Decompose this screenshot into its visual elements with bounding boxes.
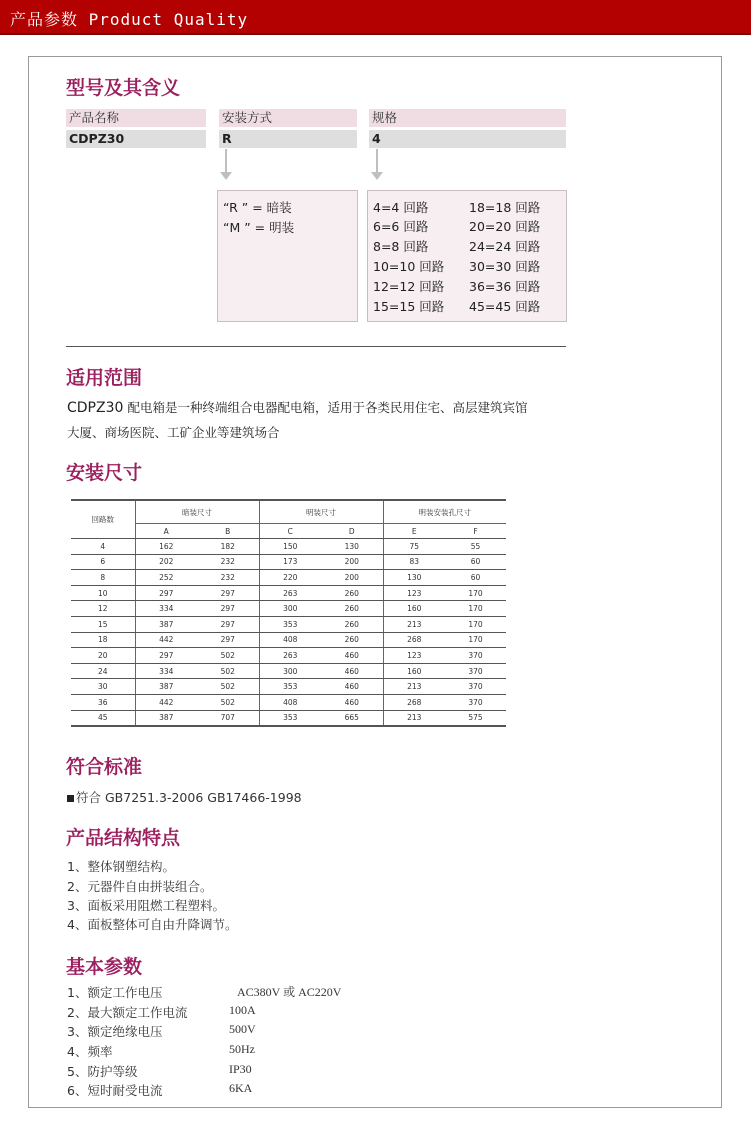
group-header-flush: 暗装尺寸 [135,500,259,524]
table-cell: 575 [445,710,506,726]
page-header-title: 产品参数 Product Quality [10,10,249,29]
table-row [71,632,506,648]
table-cell: 170 [445,616,506,632]
spec-item: 8=8 回路 [373,239,429,254]
spec-options-box [367,190,567,322]
table-cell: 130 [383,570,445,586]
spec-item: 45=45 回路 [469,299,541,314]
col-header-d: D [321,524,383,539]
spec-item: 10=10 回路 [373,259,445,274]
param-label: 5、防护等级 [67,1064,138,1079]
table-cell: 408 [259,694,321,710]
table-cell: 297 [197,632,259,648]
spec-item: 4=4 回路 [373,200,429,215]
square-bullet-icon [67,795,74,802]
spec-item: 24=24 回路 [469,239,541,254]
param-value: AC380V 或 AC220V [237,985,342,999]
table-row [71,539,506,555]
table-cell: 387 [135,710,197,726]
table-cell: 200 [321,554,383,570]
table-cell: 297 [135,585,197,601]
param-value: IP30 [229,1062,252,1076]
table-cell: 60 [445,554,506,570]
model-heading: 型号及其含义 [66,77,181,99]
table-cell: 170 [445,601,506,617]
table-cell: 353 [259,679,321,695]
table-cell: 460 [321,679,383,695]
table-cell: 232 [197,570,259,586]
spec-item: 30=30 回路 [469,259,541,274]
table-cell: 232 [197,554,259,570]
standards-text: 符合 GB7251.3-2006 GB17466-1998 [76,790,302,805]
table-cell: 502 [197,648,259,664]
feature-item: 4、面板整体可自由升降调节。 [67,917,238,932]
table-cell: 123 [383,585,445,601]
table-cell: 334 [135,601,197,617]
table-row [71,570,506,586]
col-header-circuits: 回路数 [71,500,135,539]
table-subheader-row [71,524,506,539]
table-cell: 665 [321,710,383,726]
table-row [71,694,506,710]
spec-item: 15=15 回路 [373,299,445,314]
table-cell: 60 [445,570,506,586]
table-cell: 353 [259,710,321,726]
table-cell: 260 [321,616,383,632]
table-cell: 707 [197,710,259,726]
table-cell: 370 [445,663,506,679]
dimensions-heading: 安装尺寸 [66,462,143,484]
table-cell: 387 [135,616,197,632]
scope-heading: 适用范围 [66,367,143,389]
value-spec: 4 [369,130,566,148]
param-label: 6、短时耐受电流 [67,1083,163,1098]
table-row [71,710,506,726]
col-header-c: C [259,524,321,539]
arrowhead-spec [371,172,383,180]
standards-heading: 符合标准 [66,756,143,778]
table-cell: 83 [383,554,445,570]
table-cell: 263 [259,585,321,601]
spec-item: 18=18 回路 [469,200,541,215]
table-cell: 162 [135,539,197,555]
table-cell: 30 [71,679,135,695]
table-cell: 297 [197,585,259,601]
table-cell: 370 [445,694,506,710]
table-cell: 220 [259,570,321,586]
table-cell: 6 [71,554,135,570]
table-cell: 502 [197,694,259,710]
table-cell: 268 [383,694,445,710]
table-cell: 370 [445,679,506,695]
table-cell: 36 [71,694,135,710]
spec-item: 12=12 回路 [373,279,445,294]
arrow-spec [376,149,378,173]
table-cell: 213 [383,616,445,632]
col-header-f: F [445,524,506,539]
table-cell: 24 [71,663,135,679]
table-cell: 182 [197,539,259,555]
params-heading: 基本参数 [66,956,143,978]
scope-text-line-1 [67,398,528,416]
arrow-install [225,149,227,173]
scope-lead: CDPZ30 [67,400,124,416]
table-row [71,663,506,679]
table-cell: 173 [259,554,321,570]
feature-item: 2、元器件自由拼装组合。 [67,879,213,894]
install-option-r: “R ” = 暗装 [223,200,292,215]
table-cell: 387 [135,679,197,695]
table-header-row [71,500,506,524]
param-label: 4、频率 [67,1044,113,1059]
param-label: 1、额定工作电压 [67,985,163,1000]
section-divider [66,346,566,347]
dimensions-table [71,499,506,727]
table-cell: 55 [445,539,506,555]
table-cell: 260 [321,585,383,601]
table-cell: 170 [445,632,506,648]
table-cell: 263 [259,648,321,664]
table-cell: 460 [321,663,383,679]
label-install-method: 安装方式 [219,109,357,127]
value-product-name: CDPZ30 [66,130,206,148]
table-cell: 150 [259,539,321,555]
table-row [71,616,506,632]
standards-line [67,788,302,806]
table-cell: 15 [71,616,135,632]
table-cell: 268 [383,632,445,648]
col-header-e: E [383,524,445,539]
page-header-bar [0,0,751,35]
spec-item: 6=6 回路 [373,219,429,234]
table-cell: 370 [445,648,506,664]
table-cell: 460 [321,648,383,664]
table-cell: 297 [135,648,197,664]
scope-text: 配电箱是一种终端组合电器配电箱，适用于各类民用住宅、高层建筑宾馆 [127,400,528,415]
table-cell: 353 [259,616,321,632]
table-cell: 442 [135,632,197,648]
table-row [71,601,506,617]
table-cell: 8 [71,570,135,586]
table-cell: 442 [135,694,197,710]
value-install-method: R [219,130,357,148]
table-cell: 460 [321,694,383,710]
group-header-surface: 明装尺寸 [259,500,383,524]
scope-text-line-2: 大厦、商场医院、工矿企业等建筑场合 [67,425,280,440]
table-cell: 200 [321,570,383,586]
label-spec: 规格 [369,109,566,127]
table-cell: 300 [259,601,321,617]
table-row [71,585,506,601]
param-value: 6KA [229,1081,253,1095]
table-cell: 213 [383,710,445,726]
table-cell: 130 [321,539,383,555]
table-cell: 260 [321,601,383,617]
spec-item: 36=36 回路 [469,279,541,294]
table-cell: 502 [197,679,259,695]
table-cell: 170 [445,585,506,601]
table-cell: 260 [321,632,383,648]
param-label: 2、最大额定工作电流 [67,1005,188,1020]
param-value: 50Hz [229,1042,255,1056]
table-cell: 123 [383,648,445,664]
table-row [71,679,506,695]
table-cell: 12 [71,601,135,617]
table-cell: 10 [71,585,135,601]
table-cell: 20 [71,648,135,664]
table-row [71,648,506,664]
install-options-box [217,190,358,322]
table-cell: 297 [197,616,259,632]
feature-item: 1、整体钢塑结构。 [67,859,175,874]
install-option-m: “M ” = 明装 [223,220,295,235]
label-product-name: 产品名称 [66,109,206,127]
arrowhead-install [220,172,232,180]
table-cell: 297 [197,601,259,617]
table-cell: 4 [71,539,135,555]
feature-item: 3、面板采用阻燃工程塑料。 [67,898,225,913]
table-cell: 252 [135,570,197,586]
table-cell: 45 [71,710,135,726]
table-cell: 213 [383,679,445,695]
spec-item: 20=20 回路 [469,219,541,234]
table-cell: 334 [135,663,197,679]
table-cell: 160 [383,601,445,617]
param-value: 100A [229,1003,256,1017]
param-label: 3、额定绝缘电压 [67,1024,163,1039]
group-header-holes: 明装安装孔尺寸 [383,500,506,524]
features-heading: 产品结构特点 [66,827,181,849]
table-cell: 18 [71,632,135,648]
table-cell: 202 [135,554,197,570]
table-cell: 75 [383,539,445,555]
table-cell: 408 [259,632,321,648]
col-header-a: A [135,524,197,539]
table-cell: 300 [259,663,321,679]
col-header-b: B [197,524,259,539]
table-cell: 502 [197,663,259,679]
table-row [71,554,506,570]
table-cell: 160 [383,663,445,679]
param-value: 500V [229,1022,256,1036]
